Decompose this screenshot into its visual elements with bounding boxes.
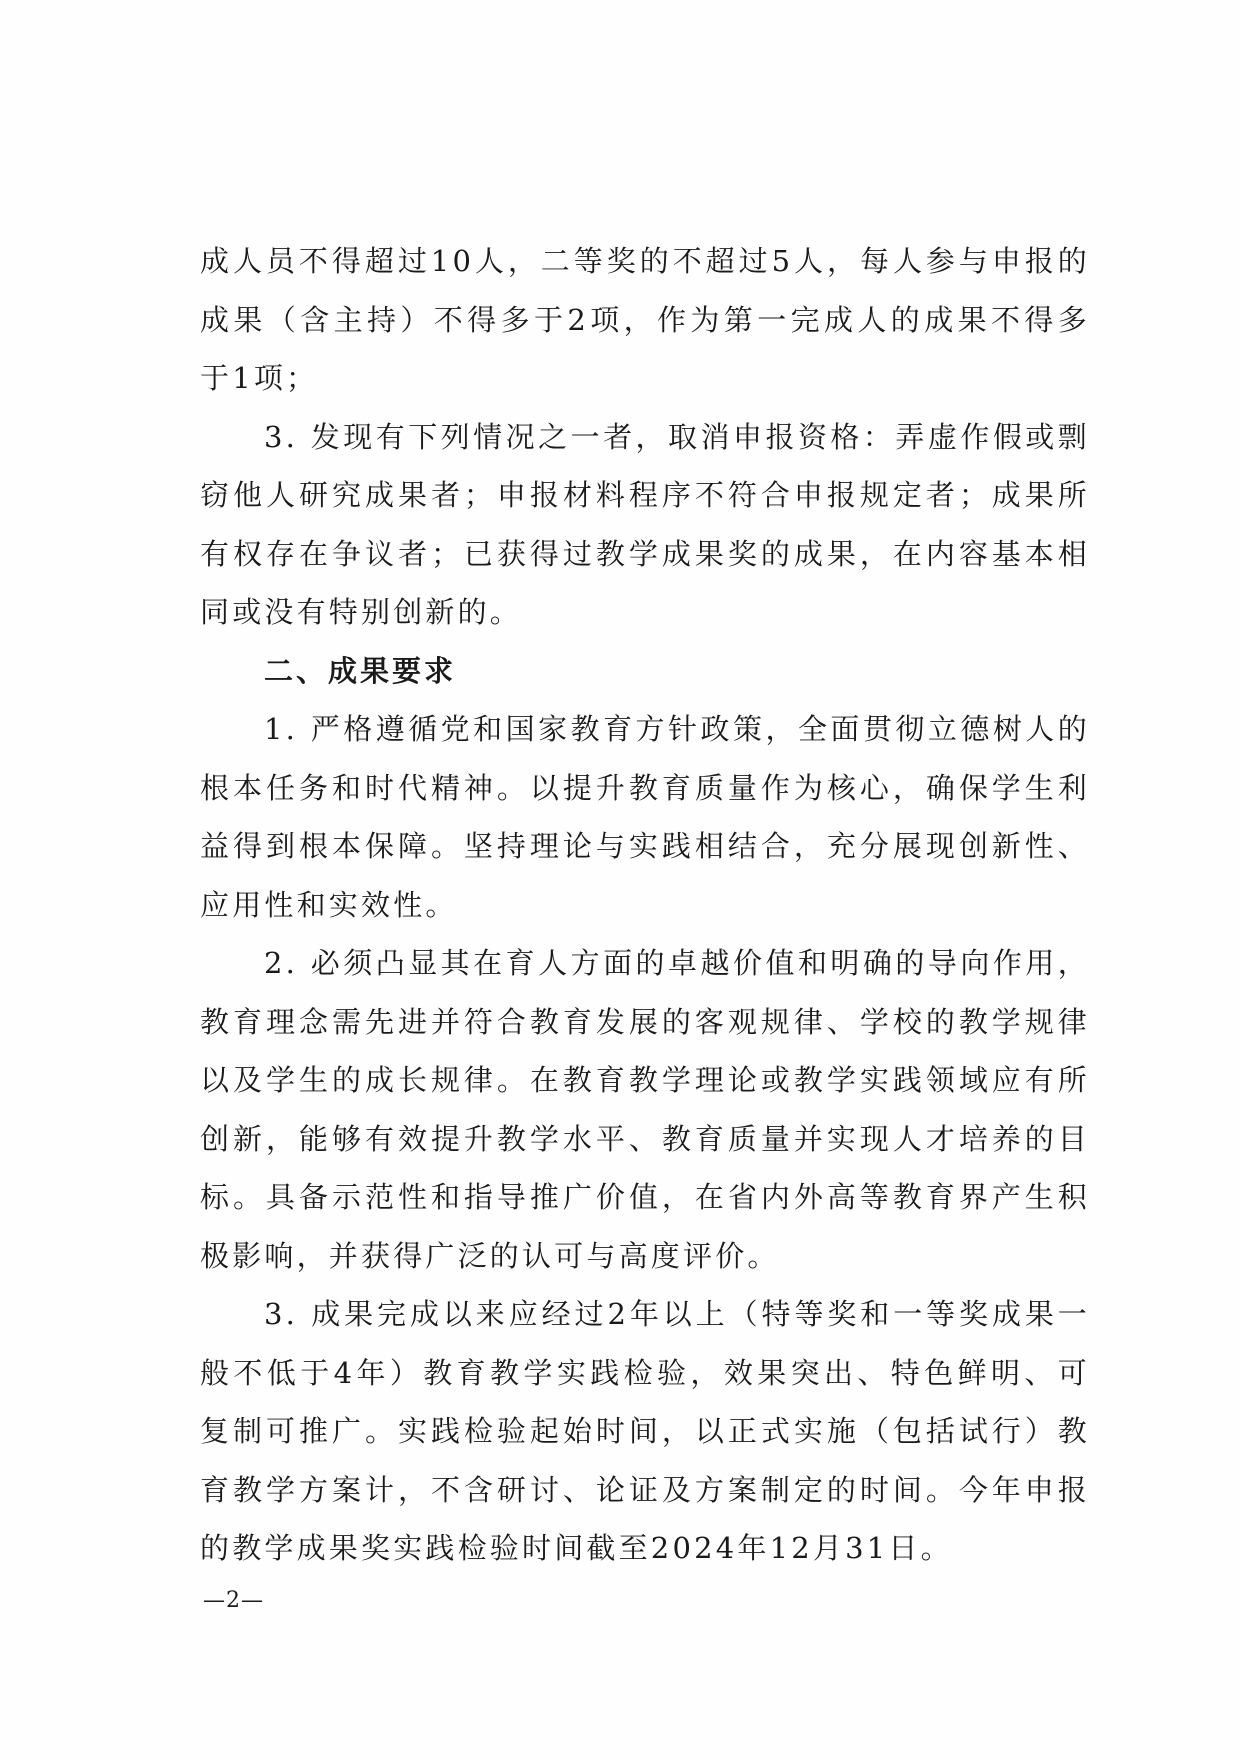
requirement-item-2: 2. 必须凸显其在育人方面的卓越价值和明确的导向作用，教育理念需先进并符合教育发展的客观规律、学校的教学规律以及学生的成长规律。在教育教学理论或教学实践领域应有所创新，能够有效提升教学水平、教育质量并实现人才培养的目标。具备示范性和指导推广价值，在省内外高等教育界产生积极影响，并获得广泛的认可与高度评价。 xyxy=(200,946,1090,1273)
page-number: —2— xyxy=(203,1588,264,1613)
section-heading: 二、成果要求 xyxy=(264,653,457,688)
requirement-item-1: 1. 严格遵循党和国家教育方针政策，全面贯彻立德树人的根本任务和时代精神。以提升教育质量作为核心，确保学生利益得到根本保障。坚持理论与实践相结合，充分展现创新性、应用性和实效性。 xyxy=(200,712,1090,922)
paragraph-item-3: 3. 发现有下列情况之一者，取消申报资格：弄虚作假或剽窃他人研究成果者；申报材料程序不符合申报规定者；成果所有权存在争议者；已获得过教学成果奖的成果，在内容基本相同或没有特别创新的。 xyxy=(200,419,1090,629)
document-body xyxy=(200,232,1090,1578)
requirement-item-3: 3. 成果完成以来应经过2年以上（特等奖和一等奖成果一般不低于4年）教育教学实践检验，效果突出、特色鲜明、可复制可推广。实践检验起始时间，以正式实施（包括试行）教育教学方案计，不含研讨、论证及方案制定的时间。今年申报的教学成果奖实践检验时间截至2024年12月31日。 xyxy=(200,1297,1090,1565)
paragraph-continued: 成人员不得超过10人，二等奖的不超过5人，每人参与申报的成果（含主持）不得多于2项，作为第一完成人的成果不得多于1项； xyxy=(200,244,1090,395)
